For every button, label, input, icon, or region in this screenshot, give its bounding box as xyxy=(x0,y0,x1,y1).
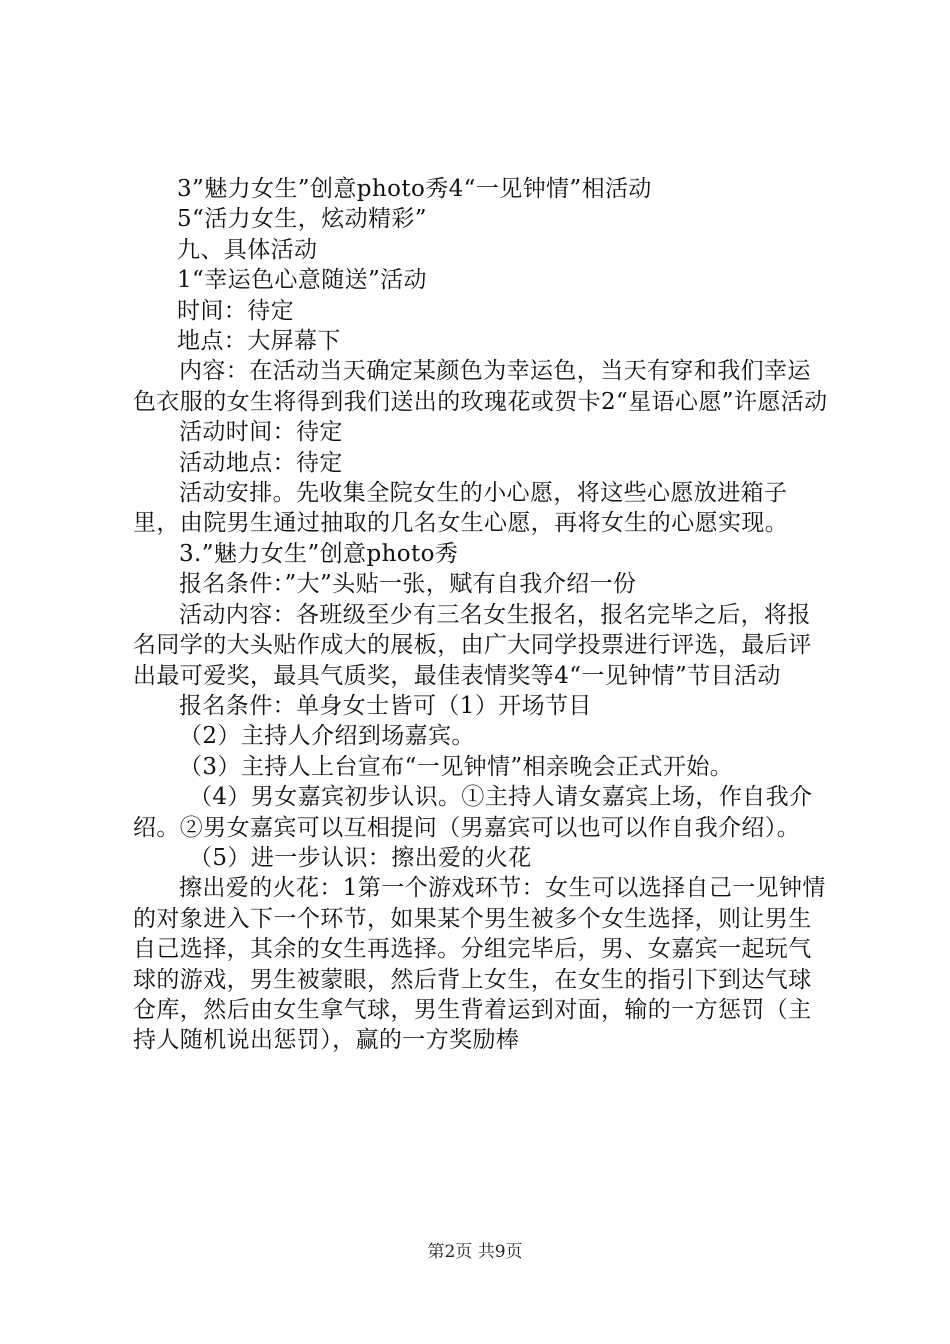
activity-4-step-5: （5）进一步认识：擦出爱的火花 xyxy=(189,844,532,871)
activity-4-game-description: 擦出爱的火花：1第一个游戏环节：女生可以选择自己一见钟情的对象进入下一个环节，如果某个男生被多个女生选择，则让男生自己选择，其余的女生再选择。分组完毕后，男、女嘉宾一起玩气球的游戏，男生被蒙眼，然后背上女生，在女生的指引下到达气球仓库，然后由女生拿气球，男生背着运到对面，输的一方惩罚（主持人随机说出惩罚），赢的一方奖励棒 xyxy=(133,875,826,1054)
page-number-footer: 第2页 共9页 xyxy=(427,1242,523,1262)
activity-2-time: 活动时间：待定 xyxy=(179,419,343,446)
paragraph-activity-list-2: 5“活力女生，炫动精彩” xyxy=(177,206,427,233)
document-body xyxy=(133,174,833,1056)
activity-4-step-3: （3）主持人上台宣布“一见钟情”相亲晚会正式开始。 xyxy=(179,753,734,780)
activity-2-location: 活动地点：待定 xyxy=(179,449,343,476)
activity-4-step-4: （4）男女嘉宾初步认识。①主持人请女嘉宾上场，作自我介绍。②男女嘉宾可以互相提问（男嘉宾可以也可以作自我介绍）。 xyxy=(133,784,813,841)
activity-2-arrangement: 活动安排。先收集全院女生的小心愿，将这些心愿放进箱子里，由院男生通过抽取的几名女生心愿，再将女生的心愿实现。 xyxy=(133,480,789,537)
activity-4-requirements: 报名条件：单身女士皆可（1）开场节目 xyxy=(179,692,592,719)
activity-3-content: 活动内容：各班级至少有三名女生报名，报名完毕之后，将报名同学的大头贴作成大的展板，由广大同学投票进行评选，最后评出最可爱奖，最具气质奖，最佳表情奖等4“一见钟情”节目活动 xyxy=(133,601,812,689)
activity-1-time: 时间：待定 xyxy=(177,297,294,324)
activity-1-location: 地点：大屏幕下 xyxy=(177,328,341,355)
activity-3-title: 3.”魅力女生”创意photo秀 xyxy=(179,540,459,567)
paragraph-activity-list-1: 3”魅力女生”创意photo秀4“一见钟情”相活动 xyxy=(177,176,652,202)
activity-1-content: 内容：在活动当天确定某颜色为幸运色，当天有穿和我们幸运色衣服的女生将得到我们送出的玫瑰花或贺卡2“星语心愿”许愿活动 xyxy=(133,358,828,415)
activity-3-requirements: 报名条件：”大”头贴一张，赋有自我介绍一份 xyxy=(179,571,637,598)
section-heading-specific-activities: 九、具体活动 xyxy=(177,236,318,263)
activity-1-title: 1“幸运色心意随送”活动 xyxy=(177,267,427,294)
activity-4-step-2: （2）主持人介绍到场嘉宾。 xyxy=(179,723,475,750)
